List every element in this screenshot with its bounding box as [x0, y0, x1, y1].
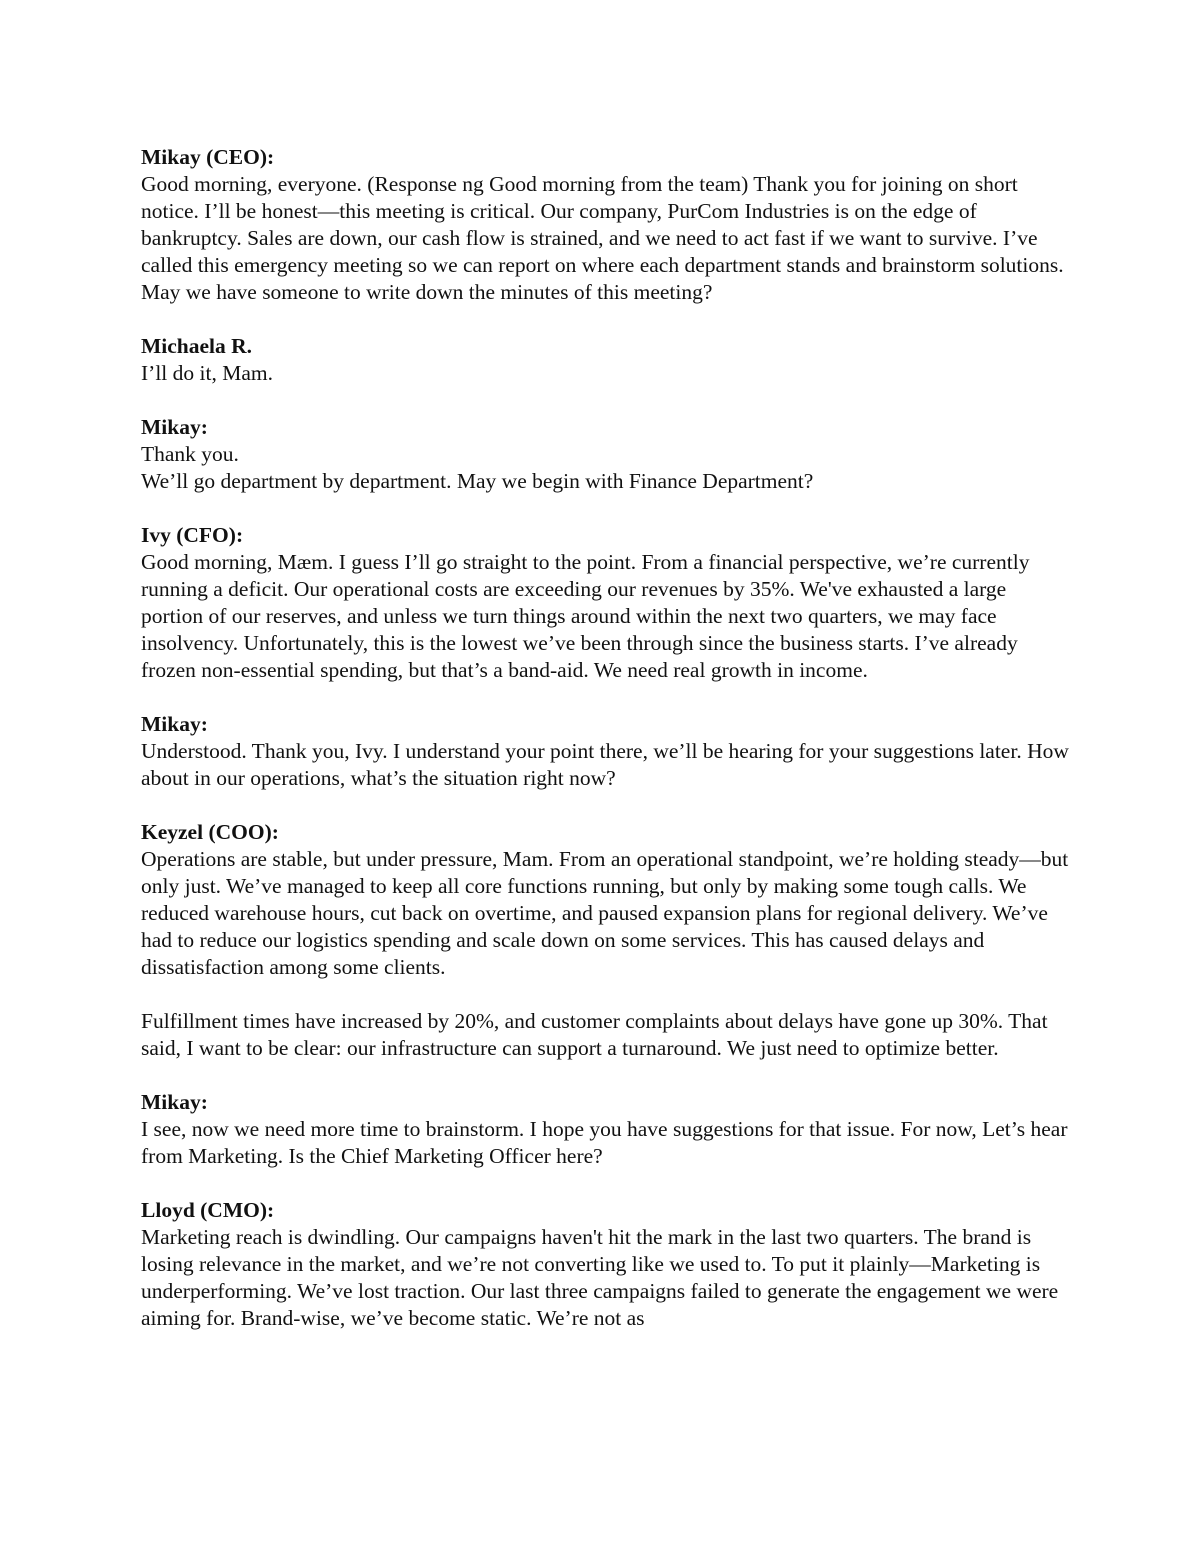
document-page [141, 144, 1071, 1359]
speaker-name: Ivy (CFO): [141, 523, 244, 547]
speaker-name: Mikay (CEO): [141, 145, 275, 169]
dialogue-text: Thank you. [141, 442, 239, 466]
speaker-name: Mikay: [141, 712, 208, 736]
speaker-name: Keyzel (COO): [141, 820, 279, 844]
dialogue-text: Marketing reach is dwindling. Our campaigns haven't hit the mark in the last two quarters. The brand is losing relevance in the market, and we’re not converting like we used to. To put it plainly—Marketing is underperforming. We’ve lost traction. Our last three campaigns failed to generate the engagement we were aiming for. Brand-wise, we’ve become static. We’re not as [141, 1225, 1059, 1330]
dialogue-text: I see, now we need more time to brainstorm. I hope you have suggestions for that issue. For now, Let’s hear from Marketing. Is the Chief Marketing Officer here? [141, 1117, 1068, 1168]
speaker-name: Michaela R. [141, 334, 253, 358]
dialogue-block [141, 144, 1071, 306]
dialogue-block [141, 1197, 1071, 1332]
speaker-name: Mikay: [141, 415, 208, 439]
dialogue-block [141, 522, 1071, 684]
dialogue-text: We’ll go department by department. May we begin with Finance Department? [141, 469, 814, 493]
speaker-name: Lloyd (CMO): [141, 1198, 275, 1222]
dialogue-text: Good morning, Mæm. I guess I’ll go straight to the point. From a financial perspective, we’re currently running a deficit. Our operational costs are exceeding our revenues by 35%. We've exhausted a large portion of our reserves, and unless we turn things around within the next two quarters, we may face insolvency. Unfortunately, this is the lowest we’ve been through since the business starts. I’ve already frozen non-essential spending, but that’s a band-aid. We need real growth in income. [141, 550, 1030, 682]
dialogue-text: Fulfillment times have increased by 20%, and customer complaints about delays have gone up 30%. That said, I want to be clear: our infrastructure can support a turnaround. We just need to optimize better. [141, 1009, 1048, 1060]
dialogue-text: Understood. Thank you, Ivy. I understand your point there, we’ll be hearing for your suggestions later. How about in our operations, what’s the situation right now? [141, 739, 1069, 790]
dialogue-block [141, 1089, 1071, 1170]
dialogue-text: Operations are stable, but under pressure, Mam. From an operational standpoint, we’re holding steady—but only just. We’ve managed to keep all core functions running, but only by making some tough calls. We reduced warehouse hours, cut back on overtime, and paused expansion plans for regional delivery. We’ve had to reduce our logistics spending and scale down on some services. This has caused delays and dissatisfaction among some clients. [141, 847, 1069, 979]
dialogue-block [141, 333, 1071, 387]
speaker-name: Mikay: [141, 1090, 208, 1114]
dialogue-block [141, 414, 1071, 495]
dialogue-block [141, 711, 1071, 792]
dialogue-block [141, 819, 1071, 1062]
dialogue-text: I’ll do it, Mam. [141, 361, 273, 385]
dialogue-text: Good morning, everyone. (Response ng Good morning from the team) Thank you for joining on short notice. I’ll be honest—this meeting is critical. Our company, PurCom Industries is on the edge of bankruptcy. Sales are down, our cash flow is strained, and we need to act fast if we want to survive. I’ve called this emergency meeting so we can report on where each department stands and brainstorm solutions. May we have someone to write down the minutes of this meeting? [141, 172, 1064, 304]
